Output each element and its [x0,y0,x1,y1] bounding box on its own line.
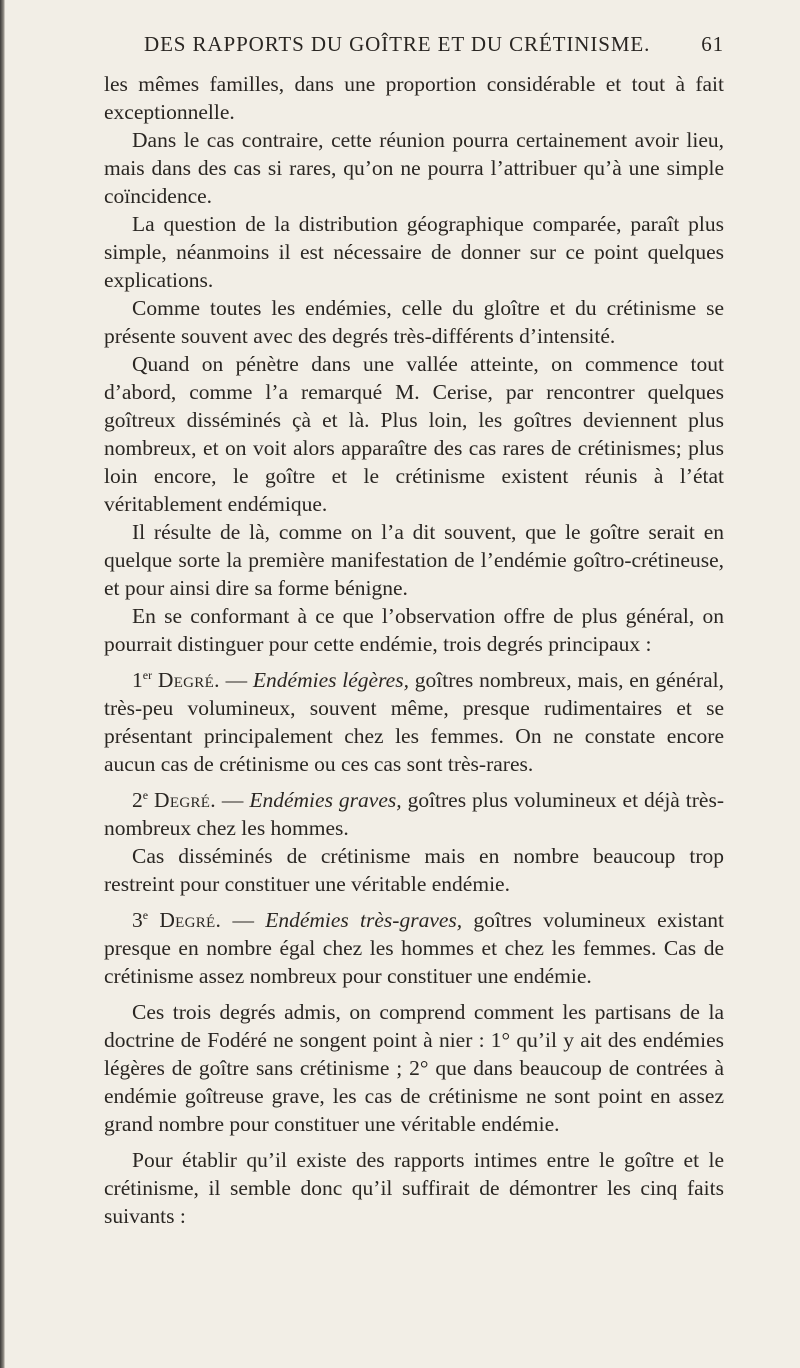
header-title: DES RAPPORTS DU GOÎTRE ET DU CRÉTINISME. [144,32,651,56]
paragraph: Quand on pénètre dans une vallée atteinte, on commence tout d’abord, comme l’a remarqué M. Cerise, par rencontrer quelques goîtreux disséminés çà et là. Plus loin, les goîtres deviennent plus nombreux, et on voit alors apparaître des cas rares de crétinismes; plus loin encore, le goître et le crétinisme existent réunis à l’état véritablement endémique. [104,352,724,516]
degree-text: goîtres volumineux existant presque en nombre égal chez les hommes et chez les femmes. Cas de crétinisme assez nombreux pour constituer une endémie. [104,908,724,988]
closing-paragraph: Ces trois degrés admis, on comprend comment les partisans de la doctrine de Fodéré ne songent point à nier : 1° qu’il y ait des endémies légères de goître sans crétinisme ; 2° que dans beaucoup de contrées à endémie goîtreuse grave, les cas de crétinisme ne sont point en assez grand nombre pour constituer une véritable endémie. [104,1000,724,1136]
paragraph: En se conformant à ce que l’observation offre de plus général, on pourrait distinguer pour cette endémie, trois degrés principaux : [104,604,724,656]
degree-ordinal: e [142,907,149,922]
paragraph: Il résulte de là, comme on l’a dit souvent, que le goître serait en quelque sorte la première manifestation de l’endémie goîtro-crétineuse, et pour ainsi dire sa forme bénigne. [104,520,724,600]
degree-title: Endémies très-graves, [265,908,463,932]
body-text [104,70,724,1230]
degree-number: 2 [132,788,143,812]
closing-paragraph: Pour établir qu’il existe des rapports intimes entre le goître et le crétinisme, il semble donc qu’il suffirait de démontrer les cinq faits suivants : [104,1148,724,1228]
degree-title: Endémies graves, [249,788,402,812]
page-edge-shadow [0,0,5,1368]
paragraph: Dans le cas contraire, cette réunion pourra certainement avoir lieu, mais dans des cas si rares, qu’on ne pourra l’attribuer qu’à une simple coïncidence. [104,128,724,208]
degree-2-note: Cas disséminés de crétinisme mais en nombre beaucoup trop restreint pour constituer une véritable endémie. [104,844,724,896]
degree-dash: — [221,908,266,932]
degree-1-paragraph [104,666,724,778]
degree-title: Endémies légères, [252,668,409,692]
degree-label: Degré. [157,668,220,692]
degree-number: 3 [132,908,143,932]
paragraph: les mêmes familles, dans une proportion considérable et tout à fait exceptionnelle. [104,72,724,124]
page-number: 61 [701,32,724,56]
degree-dash: — [215,788,250,812]
paragraph: Comme toutes les endémies, celle du gloître et du crétinisme se présente souvent avec des degrés très-différents d’intensité. [104,296,724,348]
degree-number: 1 [132,668,143,692]
degree-ordinal: e [142,787,149,802]
degree-dash: — [219,668,253,692]
degree-label: Degré. [159,908,222,932]
degree-text: goîtres nombreux, mais, en général, très-peu volumineux, souvent même, presque rudimentaires et se présentant principalement chez les femmes. On ne constate encore aucun cas de crétinisme ou ces cas sont très-rares. [104,668,724,776]
degree-text: goîtres plus volumineux et déjà très-nombreux chez les hommes. [104,788,724,840]
degree-ordinal: er [142,667,153,682]
degree-label: Degré. [154,788,216,812]
degree-3-paragraph [104,906,724,990]
paragraph: La question de la distribution géographique comparée, paraît plus simple, néanmoins il est nécessaire de donner sur ce point quelques explications. [104,212,724,292]
degree-2-paragraph [104,786,724,842]
